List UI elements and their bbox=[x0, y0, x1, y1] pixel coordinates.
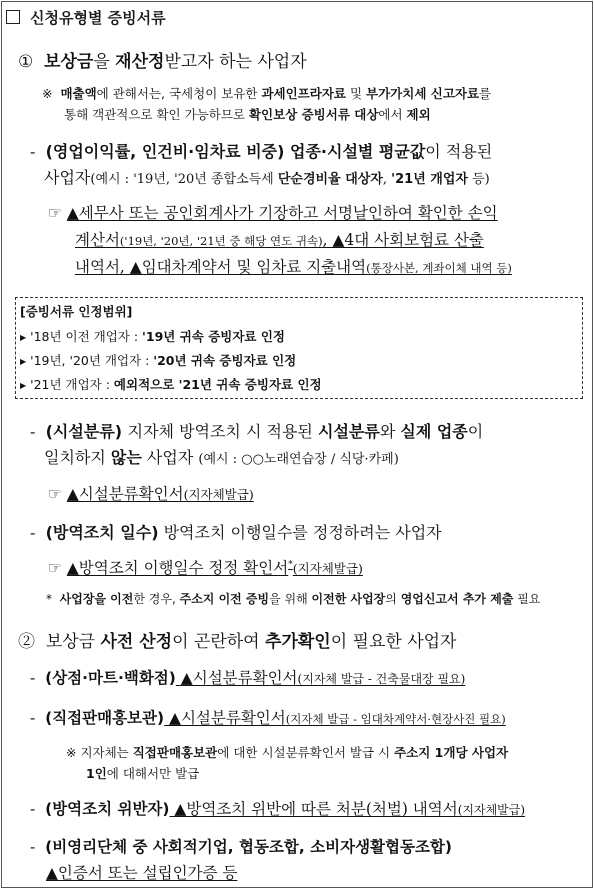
days-line1: - (방역조치 일수) 방역조치 이행일수를 정정하려는 사업자 bbox=[30, 523, 442, 542]
section-title: 신청유형별 증빙서류 bbox=[6, 7, 166, 28]
box-row: ▶ '21년 개업자 : 예외적으로 '21년 귀속 증빙자료 인정 bbox=[20, 377, 322, 392]
section-1-heading: ① 보상금을 재산정받고자 하는 사업자 bbox=[18, 52, 307, 72]
box-title: [증빙서류 인정범위] bbox=[20, 304, 133, 319]
op-docs-line2: 계산서('19년, '20년, '21년 중 해당 연도 귀속), ▲4대 사회보험료 산출 bbox=[75, 231, 484, 249]
bullet-triangle-icon: ▶ bbox=[20, 381, 27, 390]
shop-line: - (상점·마트·백화점) ▲시설분류확인서(지자체 발급 - 건축물대장 필요) bbox=[30, 669, 466, 687]
violator-line: - (방역조치 위반자) ▲방역조치 위반에 따른 처분(처벌) 내역서(지자체발급) bbox=[30, 800, 526, 818]
box-row: ▶ '19년, '20년 개업자 : '20년 귀속 증빙자료 인정 bbox=[20, 353, 297, 368]
op-docs-line1: ☞ ▲세무사 또는 공인회계사가 기장하고 서명날인하여 확인한 손익 bbox=[48, 204, 498, 222]
op-docs-line3: 내역서, ▲임대차계약서 및 임차료 지출내역(통장사본, 계좌이체 내역 등) bbox=[75, 258, 512, 276]
checkbox-icon bbox=[6, 10, 20, 24]
section-2-heading: ② 보상금 사전 산정이 곤란하여 추가확인이 필요한 사업자 bbox=[18, 632, 457, 652]
direct-note-line1: ※ 지자체는 직접판매홍보관에 대한 시설분류확인서 발급 시 주소지 1개당 사업자 bbox=[66, 745, 509, 760]
fac-docs: ☞ ▲시설분류확인서(지자체발급) bbox=[48, 485, 254, 503]
direct-line: - (직접판매홍보관) ▲시설분류확인서(지자체 발급 - 임대차계약서·현장사진 필요) bbox=[30, 709, 506, 727]
nonprofit-line2: ▲인증서 또는 설립인가증 등 bbox=[46, 864, 238, 882]
fac-line2: 일치하지 않는 사업자 (예시 : ○○노래연습장 / 식당·카페) bbox=[44, 448, 399, 467]
op-line1: - (영업이익률, 인건비·임차료 비중) 업종·시설별 평균값이 적용된 bbox=[30, 142, 493, 161]
bullet-triangle-icon: ▶ bbox=[20, 333, 27, 342]
box-row: ▶ '18년 이전 개업자 : '19년 귀속 증빙자료 인정 bbox=[20, 329, 285, 344]
bullet-triangle-icon: ▶ bbox=[20, 357, 27, 366]
pointing-hand-icon: ☞ bbox=[48, 204, 62, 222]
days-footnote: * 사업장을 이전한 경우, 주소지 이전 증빙을 위해 이전한 사업장의 영업신고서 추가 제출 필요 bbox=[46, 592, 541, 606]
nonprofit-line1: - (비영리단체 중 사회적기업, 협동조합, 소비자생활협동조합) bbox=[30, 838, 452, 856]
pointing-hand-icon: ☞ bbox=[48, 485, 62, 503]
op-line2: 사업자(예시 : '19년, '20년 종합소득세 단순경비율 대상자, '21년 개업자 등) bbox=[44, 168, 490, 187]
days-docs: ☞ ▲방역조치 이행일수 정정 확인서*(지자체발급) bbox=[48, 559, 363, 577]
fac-line1: - (시설분류) 지자체 방역조치 시 적용된 시설분류와 실제 업종이 bbox=[30, 422, 484, 441]
direct-note-line2: 1인에 대해서만 발급 bbox=[86, 766, 200, 781]
section-1-note-line2: 통해 객관적으로 확인 가능하므로 확인보상 증빙서류 대상에서 제외 bbox=[64, 107, 431, 122]
pointing-hand-icon: ☞ bbox=[48, 559, 62, 577]
section-1-note-line1: ※ 매출액에 관해서는, 국세청이 보유한 과세인프라자료 및 부가가치세 신고자료를 bbox=[42, 86, 492, 101]
